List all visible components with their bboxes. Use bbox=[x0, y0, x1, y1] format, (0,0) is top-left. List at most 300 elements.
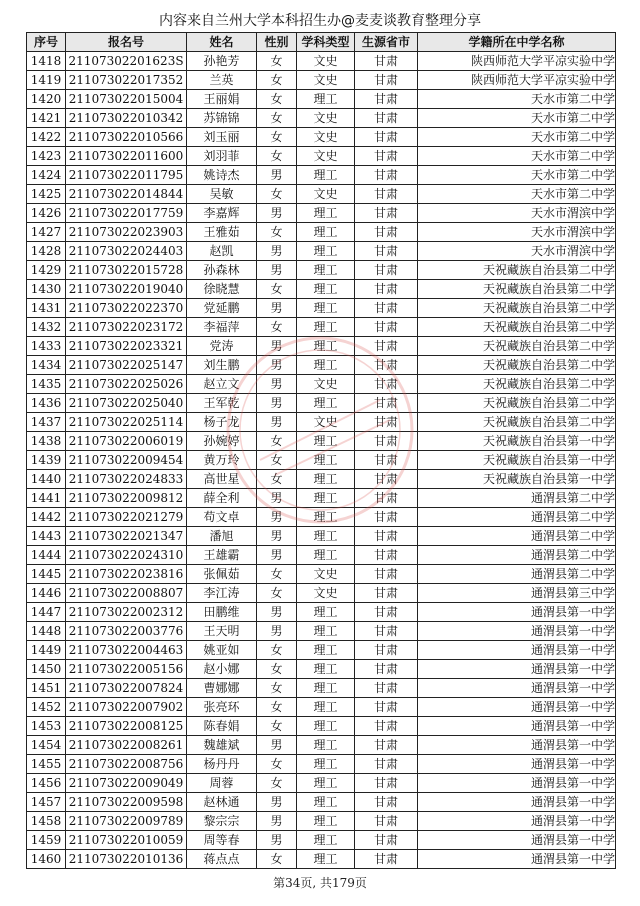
row-province: 甘肃 bbox=[355, 812, 418, 831]
row-name: 田鹏维 bbox=[187, 603, 257, 622]
row-school: 通渭县第二中学 bbox=[418, 565, 616, 584]
row-province: 甘肃 bbox=[355, 185, 418, 204]
row-registration-no: 211073022009598 bbox=[66, 793, 187, 812]
row-province: 甘肃 bbox=[355, 166, 418, 185]
row-school: 天水市第二中学 bbox=[418, 128, 616, 147]
table-row bbox=[27, 603, 616, 622]
row-province: 甘肃 bbox=[355, 432, 418, 451]
row-name: 苟文卓 bbox=[187, 508, 257, 527]
row-gender: 女 bbox=[257, 432, 297, 451]
row-name: 姚亚如 bbox=[187, 641, 257, 660]
row-subject-type: 理工 bbox=[297, 356, 355, 375]
row-subject-type: 文史 bbox=[297, 565, 355, 584]
row-seq: 1430 bbox=[27, 280, 66, 299]
table-row bbox=[27, 52, 616, 71]
table-row bbox=[27, 717, 616, 736]
row-registration-no: 211073022025147 bbox=[66, 356, 187, 375]
row-province: 甘肃 bbox=[355, 413, 418, 432]
row-gender: 男 bbox=[257, 299, 297, 318]
row-registration-no: 211073022009454 bbox=[66, 451, 187, 470]
table-row bbox=[27, 432, 616, 451]
row-seq: 1454 bbox=[27, 736, 66, 755]
row-school: 通渭县第二中学 bbox=[418, 527, 616, 546]
row-registration-no: 211073022008756 bbox=[66, 755, 187, 774]
row-school: 天祝藏族自治县第一中学 bbox=[418, 432, 616, 451]
row-province: 甘肃 bbox=[355, 52, 418, 71]
row-name: 赵小娜 bbox=[187, 660, 257, 679]
row-school: 天水市渭滨中学 bbox=[418, 242, 616, 261]
table-row bbox=[27, 489, 616, 508]
admissions-table bbox=[26, 32, 616, 869]
row-gender: 男 bbox=[257, 489, 297, 508]
row-gender: 男 bbox=[257, 261, 297, 280]
row-registration-no: 211073022015728 bbox=[66, 261, 187, 280]
row-name: 刘生鹏 bbox=[187, 356, 257, 375]
row-name: 李江涛 bbox=[187, 584, 257, 603]
row-province: 甘肃 bbox=[355, 261, 418, 280]
page-footer: 第34页, 共179页 bbox=[273, 876, 367, 890]
row-seq: 1421 bbox=[27, 109, 66, 128]
row-name: 黄万玲 bbox=[187, 451, 257, 470]
row-school: 天水市第二中学 bbox=[418, 90, 616, 109]
page-title: 内容来自兰州大学本科招生办@麦麦谈教育整理分享 bbox=[159, 13, 481, 29]
row-seq: 1453 bbox=[27, 717, 66, 736]
row-subject-type: 理工 bbox=[297, 698, 355, 717]
row-subject-type: 理工 bbox=[297, 489, 355, 508]
row-seq: 1433 bbox=[27, 337, 66, 356]
row-gender: 女 bbox=[257, 185, 297, 204]
row-registration-no: 211073022024310 bbox=[66, 546, 187, 565]
row-subject-type: 文史 bbox=[297, 52, 355, 71]
row-seq: 1456 bbox=[27, 774, 66, 793]
row-province: 甘肃 bbox=[355, 71, 418, 90]
table-row bbox=[27, 280, 616, 299]
row-registration-no: 211073022025114 bbox=[66, 413, 187, 432]
table-row bbox=[27, 242, 616, 261]
row-name: 赵林通 bbox=[187, 793, 257, 812]
row-registration-no: 211073022022370 bbox=[66, 299, 187, 318]
row-seq: 1446 bbox=[27, 584, 66, 603]
row-registration-no: 211073022025040 bbox=[66, 394, 187, 413]
row-seq: 1444 bbox=[27, 546, 66, 565]
row-gender: 女 bbox=[257, 223, 297, 242]
row-subject-type: 理工 bbox=[297, 812, 355, 831]
table-row bbox=[27, 812, 616, 831]
row-school: 通渭县第一中学 bbox=[418, 850, 616, 869]
row-school: 天祝藏族自治县第二中学 bbox=[418, 413, 616, 432]
table-row bbox=[27, 375, 616, 394]
row-seq: 1451 bbox=[27, 679, 66, 698]
row-registration-no: 211073022014844 bbox=[66, 185, 187, 204]
row-school: 天水市第二中学 bbox=[418, 166, 616, 185]
row-registration-no: 211073022019040 bbox=[66, 280, 187, 299]
row-registration-no: 211073022024403 bbox=[66, 242, 187, 261]
row-gender: 女 bbox=[257, 641, 297, 660]
row-seq: 1425 bbox=[27, 185, 66, 204]
row-gender: 男 bbox=[257, 546, 297, 565]
row-province: 甘肃 bbox=[355, 299, 418, 318]
row-subject-type: 理工 bbox=[297, 394, 355, 413]
row-subject-type: 文史 bbox=[297, 71, 355, 90]
row-subject-type: 文史 bbox=[297, 147, 355, 166]
row-subject-type: 理工 bbox=[297, 508, 355, 527]
row-gender: 女 bbox=[257, 147, 297, 166]
row-subject-type: 理工 bbox=[297, 470, 355, 489]
table-row bbox=[27, 166, 616, 185]
table-row bbox=[27, 736, 616, 755]
row-school: 通渭县第二中学 bbox=[418, 508, 616, 527]
row-seq: 1419 bbox=[27, 71, 66, 90]
row-gender: 男 bbox=[257, 793, 297, 812]
row-seq: 1443 bbox=[27, 527, 66, 546]
row-gender: 女 bbox=[257, 717, 297, 736]
row-province: 甘肃 bbox=[355, 546, 418, 565]
row-subject-type: 理工 bbox=[297, 679, 355, 698]
row-registration-no: 211073022003776 bbox=[66, 622, 187, 641]
table-body bbox=[27, 52, 616, 869]
row-province: 甘肃 bbox=[355, 489, 418, 508]
row-province: 甘肃 bbox=[355, 451, 418, 470]
row-school: 通渭县第一中学 bbox=[418, 622, 616, 641]
row-subject-type: 理工 bbox=[297, 717, 355, 736]
table-row bbox=[27, 527, 616, 546]
row-seq: 1450 bbox=[27, 660, 66, 679]
row-gender: 女 bbox=[257, 774, 297, 793]
table-row bbox=[27, 679, 616, 698]
row-name: 兰英 bbox=[187, 71, 257, 90]
row-registration-no: 211073022004463 bbox=[66, 641, 187, 660]
row-name: 孙婉婷 bbox=[187, 432, 257, 451]
table-row bbox=[27, 413, 616, 432]
row-gender: 男 bbox=[257, 831, 297, 850]
row-school: 天水市渭滨中学 bbox=[418, 204, 616, 223]
row-name: 高世星 bbox=[187, 470, 257, 489]
row-name: 王雅茹 bbox=[187, 223, 257, 242]
row-seq: 1457 bbox=[27, 793, 66, 812]
row-gender: 女 bbox=[257, 679, 297, 698]
row-subject-type: 理工 bbox=[297, 318, 355, 337]
row-subject-type: 理工 bbox=[297, 299, 355, 318]
table-row bbox=[27, 394, 616, 413]
row-school: 通渭县第二中学 bbox=[418, 489, 616, 508]
row-subject-type: 理工 bbox=[297, 451, 355, 470]
row-seq: 1452 bbox=[27, 698, 66, 717]
row-registration-no: 211073022011795 bbox=[66, 166, 187, 185]
row-school: 天水市渭滨中学 bbox=[418, 223, 616, 242]
row-school: 天水市第二中学 bbox=[418, 109, 616, 128]
row-subject-type: 文史 bbox=[297, 375, 355, 394]
row-registration-no: 211073022008261 bbox=[66, 736, 187, 755]
row-province: 甘肃 bbox=[355, 375, 418, 394]
row-gender: 女 bbox=[257, 755, 297, 774]
row-subject-type: 理工 bbox=[297, 166, 355, 185]
row-province: 甘肃 bbox=[355, 147, 418, 166]
row-school: 陕西师范大学平凉实验中学 bbox=[418, 52, 616, 71]
row-seq: 1428 bbox=[27, 242, 66, 261]
row-gender: 女 bbox=[257, 660, 297, 679]
row-seq: 1434 bbox=[27, 356, 66, 375]
row-name: 蒋点点 bbox=[187, 850, 257, 869]
table-row bbox=[27, 660, 616, 679]
row-gender: 男 bbox=[257, 508, 297, 527]
row-name: 徐晓慧 bbox=[187, 280, 257, 299]
row-seq: 1436 bbox=[27, 394, 66, 413]
row-seq: 1420 bbox=[27, 90, 66, 109]
row-subject-type: 文史 bbox=[297, 128, 355, 147]
row-province: 甘肃 bbox=[355, 280, 418, 299]
row-province: 甘肃 bbox=[355, 337, 418, 356]
row-province: 甘肃 bbox=[355, 679, 418, 698]
row-province: 甘肃 bbox=[355, 660, 418, 679]
row-seq: 1427 bbox=[27, 223, 66, 242]
row-gender: 男 bbox=[257, 375, 297, 394]
row-name: 周等春 bbox=[187, 831, 257, 850]
row-school: 天祝藏族自治县第二中学 bbox=[418, 337, 616, 356]
row-subject-type: 理工 bbox=[297, 337, 355, 356]
row-gender: 女 bbox=[257, 698, 297, 717]
row-registration-no: 211073022010136 bbox=[66, 850, 187, 869]
table-row bbox=[27, 755, 616, 774]
row-registration-no: 211073022010059 bbox=[66, 831, 187, 850]
row-school: 天祝藏族自治县第二中学 bbox=[418, 261, 616, 280]
header-registration-no: 报名号 bbox=[66, 33, 187, 52]
row-registration-no: 211073022023816 bbox=[66, 565, 187, 584]
row-school: 天祝藏族自治县第二中学 bbox=[418, 394, 616, 413]
row-seq: 1438 bbox=[27, 432, 66, 451]
row-subject-type: 理工 bbox=[297, 242, 355, 261]
row-school: 通渭县第一中学 bbox=[418, 660, 616, 679]
row-seq: 1449 bbox=[27, 641, 66, 660]
row-school: 天祝藏族自治县第二中学 bbox=[418, 299, 616, 318]
header-gender: 性别 bbox=[257, 33, 297, 52]
row-gender: 男 bbox=[257, 394, 297, 413]
row-name: 姚诗杰 bbox=[187, 166, 257, 185]
table-row bbox=[27, 793, 616, 812]
row-province: 甘肃 bbox=[355, 774, 418, 793]
table-row bbox=[27, 90, 616, 109]
row-province: 甘肃 bbox=[355, 508, 418, 527]
row-province: 甘肃 bbox=[355, 565, 418, 584]
row-seq: 1447 bbox=[27, 603, 66, 622]
row-school: 通渭县第一中学 bbox=[418, 831, 616, 850]
row-registration-no: 211073022007824 bbox=[66, 679, 187, 698]
row-seq: 1448 bbox=[27, 622, 66, 641]
row-gender: 女 bbox=[257, 318, 297, 337]
row-province: 甘肃 bbox=[355, 755, 418, 774]
row-subject-type: 理工 bbox=[297, 850, 355, 869]
row-subject-type: 理工 bbox=[297, 527, 355, 546]
row-subject-type: 理工 bbox=[297, 280, 355, 299]
row-name: 潘旭 bbox=[187, 527, 257, 546]
row-province: 甘肃 bbox=[355, 128, 418, 147]
row-seq: 1440 bbox=[27, 470, 66, 489]
row-gender: 女 bbox=[257, 584, 297, 603]
row-gender: 男 bbox=[257, 166, 297, 185]
row-seq: 1442 bbox=[27, 508, 66, 527]
row-seq: 1459 bbox=[27, 831, 66, 850]
header-name: 姓名 bbox=[187, 33, 257, 52]
row-school: 通渭县第一中学 bbox=[418, 736, 616, 755]
row-name: 赵凯 bbox=[187, 242, 257, 261]
row-registration-no: 211073022002312 bbox=[66, 603, 187, 622]
row-registration-no: 211073022023172 bbox=[66, 318, 187, 337]
row-name: 孙艳芳 bbox=[187, 52, 257, 71]
row-registration-no: 211073022010566 bbox=[66, 128, 187, 147]
row-school: 天祝藏族自治县第二中学 bbox=[418, 375, 616, 394]
row-seq: 1418 bbox=[27, 52, 66, 71]
table-row bbox=[27, 641, 616, 660]
row-gender: 男 bbox=[257, 603, 297, 622]
row-school: 通渭县第一中学 bbox=[418, 793, 616, 812]
row-province: 甘肃 bbox=[355, 527, 418, 546]
row-seq: 1422 bbox=[27, 128, 66, 147]
table-row bbox=[27, 147, 616, 166]
row-school: 天水市第二中学 bbox=[418, 147, 616, 166]
table-row bbox=[27, 774, 616, 793]
row-subject-type: 理工 bbox=[297, 736, 355, 755]
row-registration-no: 211073022021347 bbox=[66, 527, 187, 546]
header-subject-type: 学科类型 bbox=[297, 33, 355, 52]
header-school: 学籍所在中学名称 bbox=[418, 33, 616, 52]
row-province: 甘肃 bbox=[355, 698, 418, 717]
row-school: 通渭县第一中学 bbox=[418, 755, 616, 774]
row-registration-no: 211073022017352 bbox=[66, 71, 187, 90]
row-name: 曹娜娜 bbox=[187, 679, 257, 698]
row-name: 刘羽菲 bbox=[187, 147, 257, 166]
row-seq: 1445 bbox=[27, 565, 66, 584]
row-province: 甘肃 bbox=[355, 736, 418, 755]
row-name: 赵立文 bbox=[187, 375, 257, 394]
row-registration-no: 211073022009049 bbox=[66, 774, 187, 793]
row-school: 通渭县第一中学 bbox=[418, 717, 616, 736]
row-province: 甘肃 bbox=[355, 223, 418, 242]
row-name: 魏雄斌 bbox=[187, 736, 257, 755]
row-gender: 男 bbox=[257, 337, 297, 356]
row-province: 甘肃 bbox=[355, 90, 418, 109]
row-registration-no: 211073022008807 bbox=[66, 584, 187, 603]
table-row bbox=[27, 128, 616, 147]
row-subject-type: 文史 bbox=[297, 584, 355, 603]
row-province: 甘肃 bbox=[355, 242, 418, 261]
row-school: 陕西师范大学平凉实验中学 bbox=[418, 71, 616, 90]
row-name: 吴敏 bbox=[187, 185, 257, 204]
row-registration-no: 211073022009812 bbox=[66, 489, 187, 508]
row-gender: 女 bbox=[257, 470, 297, 489]
row-registration-no: 211073022009789 bbox=[66, 812, 187, 831]
row-province: 甘肃 bbox=[355, 850, 418, 869]
row-name: 党延鹏 bbox=[187, 299, 257, 318]
row-seq: 1431 bbox=[27, 299, 66, 318]
row-name: 党涛 bbox=[187, 337, 257, 356]
row-subject-type: 理工 bbox=[297, 603, 355, 622]
row-seq: 1426 bbox=[27, 204, 66, 223]
row-school: 天祝藏族自治县第二中学 bbox=[418, 356, 616, 375]
row-registration-no: 211073022023321 bbox=[66, 337, 187, 356]
row-subject-type: 文史 bbox=[297, 413, 355, 432]
row-gender: 女 bbox=[257, 850, 297, 869]
row-school: 通渭县第二中学 bbox=[418, 546, 616, 565]
row-registration-no: 211073022010342 bbox=[66, 109, 187, 128]
row-registration-no: 211073022008125 bbox=[66, 717, 187, 736]
row-province: 甘肃 bbox=[355, 356, 418, 375]
table-row bbox=[27, 261, 616, 280]
row-subject-type: 理工 bbox=[297, 546, 355, 565]
table-row bbox=[27, 337, 616, 356]
row-gender: 女 bbox=[257, 128, 297, 147]
row-seq: 1432 bbox=[27, 318, 66, 337]
row-registration-no: 211073022025026 bbox=[66, 375, 187, 394]
row-seq: 1460 bbox=[27, 850, 66, 869]
row-school: 天祝藏族自治县第二中学 bbox=[418, 318, 616, 337]
header-seq: 序号 bbox=[27, 33, 66, 52]
row-gender: 男 bbox=[257, 527, 297, 546]
row-seq: 1455 bbox=[27, 755, 66, 774]
row-subject-type: 理工 bbox=[297, 755, 355, 774]
row-school: 通渭县第三中学 bbox=[418, 584, 616, 603]
row-name: 孙森林 bbox=[187, 261, 257, 280]
row-subject-type: 理工 bbox=[297, 774, 355, 793]
row-name: 杨子龙 bbox=[187, 413, 257, 432]
row-school: 通渭县第一中学 bbox=[418, 679, 616, 698]
row-name: 王天明 bbox=[187, 622, 257, 641]
row-name: 李嘉辉 bbox=[187, 204, 257, 223]
row-subject-type: 文史 bbox=[297, 185, 355, 204]
row-subject-type: 理工 bbox=[297, 622, 355, 641]
row-seq: 1439 bbox=[27, 451, 66, 470]
row-school: 通渭县第一中学 bbox=[418, 812, 616, 831]
table-row bbox=[27, 204, 616, 223]
row-school: 天祝藏族自治县第一中学 bbox=[418, 470, 616, 489]
row-school: 通渭县第一中学 bbox=[418, 641, 616, 660]
row-school: 天祝藏族自治县第二中学 bbox=[418, 280, 616, 299]
row-name: 周蓉 bbox=[187, 774, 257, 793]
row-name: 王丽娟 bbox=[187, 90, 257, 109]
row-gender: 男 bbox=[257, 736, 297, 755]
row-name: 王军乾 bbox=[187, 394, 257, 413]
row-registration-no: 211073022015004 bbox=[66, 90, 187, 109]
row-gender: 女 bbox=[257, 451, 297, 470]
row-registration-no: 211073022023903 bbox=[66, 223, 187, 242]
row-subject-type: 理工 bbox=[297, 204, 355, 223]
table-row bbox=[27, 546, 616, 565]
row-province: 甘肃 bbox=[355, 394, 418, 413]
row-province: 甘肃 bbox=[355, 641, 418, 660]
row-gender: 女 bbox=[257, 52, 297, 71]
table-row bbox=[27, 223, 616, 242]
table-row bbox=[27, 71, 616, 90]
table-row bbox=[27, 698, 616, 717]
row-school: 天祝藏族自治县第一中学 bbox=[418, 451, 616, 470]
row-province: 甘肃 bbox=[355, 318, 418, 337]
row-province: 甘肃 bbox=[355, 584, 418, 603]
row-gender: 男 bbox=[257, 812, 297, 831]
row-seq: 1429 bbox=[27, 261, 66, 280]
row-registration-no: 211073022007902 bbox=[66, 698, 187, 717]
row-registration-no: 211073022024833 bbox=[66, 470, 187, 489]
row-registration-no: 21107302201623S bbox=[66, 52, 187, 71]
row-subject-type: 理工 bbox=[297, 261, 355, 280]
table-row bbox=[27, 318, 616, 337]
row-gender: 男 bbox=[257, 242, 297, 261]
table-row bbox=[27, 584, 616, 603]
row-name: 杨丹丹 bbox=[187, 755, 257, 774]
row-gender: 男 bbox=[257, 413, 297, 432]
row-province: 甘肃 bbox=[355, 831, 418, 850]
row-school: 天水市第二中学 bbox=[418, 185, 616, 204]
row-school: 通渭县第一中学 bbox=[418, 603, 616, 622]
table-row bbox=[27, 451, 616, 470]
table-row bbox=[27, 508, 616, 527]
